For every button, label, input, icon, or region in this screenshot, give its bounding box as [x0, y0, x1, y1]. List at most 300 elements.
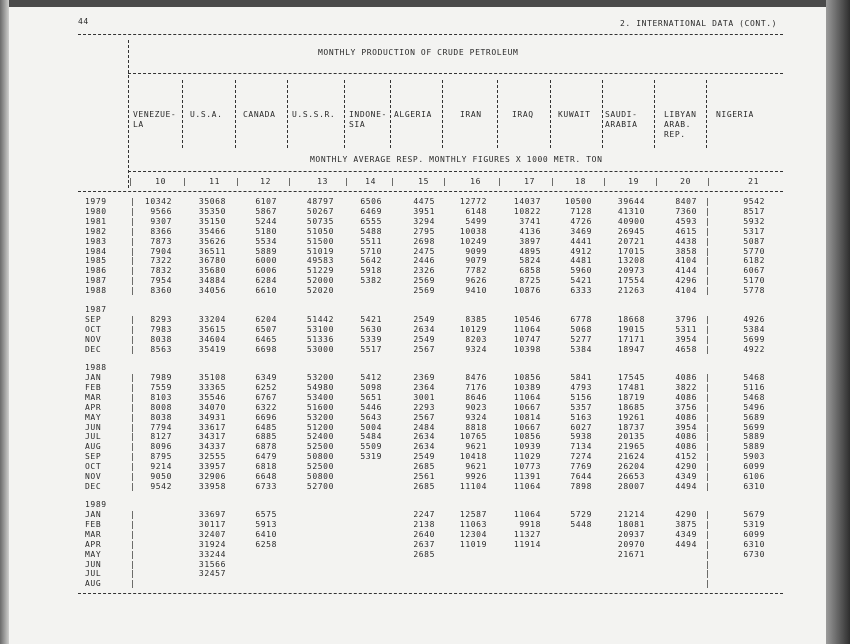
table-cell: 40900 [617, 216, 645, 226]
table-cell: 6252 [255, 382, 277, 392]
rule-header [128, 73, 783, 74]
row-separator: | [705, 236, 711, 246]
row-label: FEB [85, 519, 102, 529]
table-cell: 21624 [617, 452, 645, 462]
table-cell: 2567 [413, 344, 435, 354]
table-cell: 34931 [198, 412, 226, 422]
row-label: OCT [85, 462, 102, 472]
scan-top-edge [0, 0, 850, 7]
column-header: U.S.A. [190, 110, 223, 119]
table-cell: 31924 [198, 539, 226, 549]
table-cell: 4136 [519, 226, 541, 236]
row-separator: | [705, 286, 711, 296]
table-cell: 33958 [198, 481, 226, 491]
table-cell: 10856 [513, 373, 541, 382]
column-number-separator: | [550, 177, 556, 186]
row-separator: | [705, 266, 711, 276]
table-cell: 7322 [150, 256, 172, 266]
row-separator: | [130, 402, 136, 412]
table-cell: 8360 [150, 286, 172, 296]
table-cell: 5778 [743, 286, 765, 296]
row-separator: | [705, 412, 711, 422]
table-cell: 2685 [413, 549, 435, 559]
table-cell: 51019 [306, 246, 334, 256]
table-cell: 7832 [150, 266, 172, 276]
section-heading: 1987 [85, 305, 107, 314]
table-cell: 6349 [255, 373, 277, 382]
table-cell: 8008 [150, 402, 172, 412]
rule-bottom [78, 593, 783, 594]
column-separator [128, 40, 129, 188]
table-cell: 13208 [617, 256, 645, 266]
table-cell: 8103 [150, 392, 172, 402]
table-cell: 7983 [150, 324, 172, 334]
table-cell: 18668 [617, 315, 645, 324]
row-separator: | [705, 392, 711, 402]
table-cell: 5824 [519, 256, 541, 266]
table-cell: 11019 [459, 539, 487, 549]
table-cell: 52400 [306, 432, 334, 442]
table-cell: 5643 [360, 412, 382, 422]
table-cell: 17015 [617, 246, 645, 256]
table-cell: 17171 [617, 334, 645, 344]
table-cell: 10765 [459, 432, 487, 442]
table-cell: 6469 [360, 206, 382, 216]
table-cell: 3796 [675, 315, 697, 324]
table-cell: 6507 [255, 324, 277, 334]
table-cell: 6885 [255, 432, 277, 442]
row-separator: | [130, 286, 136, 296]
table-cell: 7134 [570, 442, 592, 452]
row-separator: | [130, 519, 136, 529]
column-separator [235, 80, 236, 148]
table-cell: 35466 [198, 226, 226, 236]
table-cell: 6333 [570, 286, 592, 296]
table-cell: 2685 [413, 481, 435, 491]
table-cell: 35150 [198, 216, 226, 226]
table-cell: 10773 [513, 462, 541, 472]
table-cell: 5087 [743, 236, 765, 246]
table-cell: 5918 [360, 266, 382, 276]
table-cell: 7559 [150, 382, 172, 392]
table-cell: 7954 [150, 276, 172, 286]
table-cell: 53200 [306, 373, 334, 382]
table-cell: 3756 [675, 402, 697, 412]
column-header: INDONE- [349, 110, 387, 119]
scan-left-edge [0, 0, 9, 644]
table-cell: 5710 [360, 246, 382, 256]
table-cell: 4296 [675, 276, 697, 286]
row-label: FEB [85, 382, 102, 392]
table-cell: 9918 [519, 519, 541, 529]
table-cell: 4086 [675, 392, 697, 402]
section-heading: 1988 [85, 363, 107, 372]
table-cell: 5244 [255, 216, 277, 226]
table-cell: 4438 [675, 236, 697, 246]
table-cell: 33244 [198, 549, 226, 559]
table-cell: 2293 [413, 402, 435, 412]
table-cell: 5116 [743, 382, 765, 392]
table-cell: 2637 [413, 539, 435, 549]
column-separator [550, 80, 551, 148]
table-cell: 6067 [743, 266, 765, 276]
scan-right-edge [826, 0, 850, 644]
row-separator: | [130, 452, 136, 462]
row-label: JUN [85, 422, 102, 432]
row-separator: | [705, 452, 711, 462]
table-cell: 4349 [675, 529, 697, 539]
row-separator: | [705, 276, 711, 286]
row-separator: | [705, 216, 711, 226]
rule-top [78, 34, 783, 35]
table-cell: 11064 [513, 481, 541, 491]
table-cell: 53100 [306, 324, 334, 334]
table-cell: 5004 [360, 422, 382, 432]
table-cell: 5446 [360, 402, 382, 412]
table-cell: 35419 [198, 344, 226, 354]
table-cell: 8725 [519, 276, 541, 286]
table-cell: 11029 [513, 452, 541, 462]
row-separator: | [705, 226, 711, 236]
row-separator: | [130, 462, 136, 472]
row-label: JUL [85, 432, 102, 442]
table-cell: 10038 [459, 226, 487, 236]
table-cell: 33365 [198, 382, 226, 392]
table-cell: 5630 [360, 324, 382, 334]
table-cell: 3875 [675, 519, 697, 529]
table-cell: 2484 [413, 422, 435, 432]
table-cell: 5867 [255, 206, 277, 216]
row-separator: | [130, 236, 136, 246]
table-cell: 5903 [743, 452, 765, 462]
table-cell: 54980 [306, 382, 334, 392]
table-cell: 21965 [617, 442, 645, 452]
row-separator: | [130, 226, 136, 236]
table-cell: 2549 [413, 452, 435, 462]
column-header: VENEZUE- [133, 110, 177, 119]
table-cell: 10822 [513, 206, 541, 216]
table-cell: 5339 [360, 334, 382, 344]
row-label: 1984 [85, 246, 107, 256]
table-cell: 17545 [617, 373, 645, 382]
table-cell: 5770 [743, 246, 765, 256]
table-cell: 20973 [617, 266, 645, 276]
table-cell: 39644 [617, 197, 645, 206]
table-cell: 5421 [360, 315, 382, 324]
rule-unit [128, 171, 783, 172]
table-cell: 18947 [617, 344, 645, 354]
table-cell: 8646 [465, 392, 487, 402]
row-separator: | [705, 579, 711, 589]
table-cell: 4104 [675, 286, 697, 296]
table-cell: 35108 [198, 373, 226, 382]
row-label: 1980 [85, 206, 107, 216]
table-cell: 6258 [255, 539, 277, 549]
table-cell: 4658 [675, 344, 697, 354]
table-cell: 7898 [570, 481, 592, 491]
table-cell: 6284 [255, 276, 277, 286]
table-cell: 6485 [255, 422, 277, 432]
table-cell: 11914 [513, 539, 541, 549]
table-cell: 2446 [413, 256, 435, 266]
table-cell: 6858 [519, 266, 541, 276]
table-cell: 34317 [198, 432, 226, 442]
table-cell: 5384 [743, 324, 765, 334]
table-cell: 9214 [150, 462, 172, 472]
row-separator: | [705, 344, 711, 354]
column-number: 19 [628, 177, 639, 186]
table-cell: 4152 [675, 452, 697, 462]
table-cell: 7769 [570, 462, 592, 472]
table-cell: 8366 [150, 226, 172, 236]
unit-note: MONTHLY AVERAGE RESP. MONTHLY FIGURES X 1000 METR. TON [310, 155, 603, 164]
table-cell: 5319 [743, 519, 765, 529]
table-cell: 6000 [255, 256, 277, 266]
table-cell: 5689 [743, 412, 765, 422]
table-cell: 5651 [360, 392, 382, 402]
table-cell: 5163 [570, 412, 592, 422]
table-cell: 35615 [198, 324, 226, 334]
column-header: SAUDI- [605, 110, 638, 119]
column-number-separator: | [442, 177, 448, 186]
table-cell: 4290 [675, 462, 697, 472]
row-separator: | [705, 569, 711, 579]
table-cell: 5496 [743, 402, 765, 412]
table-cell: 8563 [150, 344, 172, 354]
table-cell: 19015 [617, 324, 645, 334]
table-cell: 5319 [360, 452, 382, 462]
table-cell: 5889 [255, 246, 277, 256]
table-cell: 4086 [675, 442, 697, 452]
row-separator: | [705, 462, 711, 472]
table-cell: 7128 [570, 206, 592, 216]
table-cell: 3897 [519, 236, 541, 246]
table-cell: 8476 [465, 373, 487, 382]
table-cell: 5156 [570, 392, 592, 402]
column-header: ARABIA [605, 120, 638, 129]
column-number: 13 [317, 177, 328, 186]
table-cell: 7989 [150, 373, 172, 382]
table-cell: 17481 [617, 382, 645, 392]
row-separator: | [705, 256, 711, 266]
table-cell: 11063 [459, 519, 487, 529]
table-cell: 11064 [513, 510, 541, 519]
table-cell: 51200 [306, 422, 334, 432]
table-cell: 6696 [255, 412, 277, 422]
row-label: DEC [85, 481, 102, 491]
table-cell: 4593 [675, 216, 697, 226]
table-cell: 7644 [570, 472, 592, 481]
row-separator: | [130, 392, 136, 402]
row-label: SEP [85, 452, 102, 462]
table-cell: 26204 [617, 462, 645, 472]
table-cell: 2569 [413, 276, 435, 286]
table-cell: 9324 [465, 344, 487, 354]
row-separator: | [130, 539, 136, 549]
table-cell: 3951 [413, 206, 435, 216]
table-cell: 50267 [306, 206, 334, 216]
table-cell: 6575 [255, 510, 277, 519]
table-cell: 35068 [198, 197, 226, 206]
table-cell: 48797 [306, 197, 334, 206]
row-separator: | [705, 382, 711, 392]
table-cell: 41310 [617, 206, 645, 216]
table-cell: 5180 [255, 226, 277, 236]
table-cell: 4086 [675, 373, 697, 382]
table-cell: 6555 [360, 216, 382, 226]
column-number-separator: | [497, 177, 503, 186]
table-cell: 5068 [570, 324, 592, 334]
table-cell: 53000 [306, 344, 334, 354]
table-cell: 5511 [360, 236, 382, 246]
table-cell: 4912 [570, 246, 592, 256]
row-label: OCT [85, 324, 102, 334]
table-cell: 6506 [360, 197, 382, 206]
row-label: 1981 [85, 216, 107, 226]
column-number-separator: | [344, 177, 350, 186]
table-cell: 4494 [675, 481, 697, 491]
row-separator: | [705, 402, 711, 412]
row-label: 1988 [85, 286, 107, 296]
column-number-separator: | [128, 177, 134, 186]
table-cell: 5679 [743, 510, 765, 519]
row-separator: | [705, 472, 711, 481]
column-number-separator: | [235, 177, 241, 186]
row-separator: | [705, 481, 711, 491]
table-cell: 9324 [465, 412, 487, 422]
table-cell: 6148 [465, 206, 487, 216]
table-cell: 5468 [743, 392, 765, 402]
table-cell: 50800 [306, 452, 334, 462]
table-cell: 6182 [743, 256, 765, 266]
table-cell: 5642 [360, 256, 382, 266]
table-cell: 36511 [198, 246, 226, 256]
table-cell: 8038 [150, 334, 172, 344]
row-separator: | [130, 315, 136, 324]
table-cell: 9926 [465, 472, 487, 481]
table-cell: 5170 [743, 276, 765, 286]
table-cell: 9626 [465, 276, 487, 286]
table-cell: 6730 [743, 549, 765, 559]
table-cell: 52500 [306, 462, 334, 472]
row-label: JUL [85, 569, 102, 579]
table-cell: 5960 [570, 266, 592, 276]
table-cell: 6778 [570, 315, 592, 324]
table-cell: 9099 [465, 246, 487, 256]
row-label: NOV [85, 334, 102, 344]
table-cell: 9566 [150, 206, 172, 216]
table-cell: 8407 [675, 197, 697, 206]
table-cell: 4086 [675, 412, 697, 422]
table-cell: 10500 [564, 197, 592, 206]
table-cell: 3741 [519, 216, 541, 226]
table-cell: 35626 [198, 236, 226, 246]
table-cell: 32407 [198, 529, 226, 539]
table-cell: 5488 [360, 226, 382, 236]
table-cell: 9542 [150, 481, 172, 491]
table-cell: 4475 [413, 197, 435, 206]
column-separator [182, 80, 183, 148]
table-cell: 7904 [150, 246, 172, 256]
table-cell: 9079 [465, 256, 487, 266]
row-separator: | [705, 324, 711, 334]
row-separator: | [130, 529, 136, 539]
row-label: SEP [85, 315, 102, 324]
column-header: IRAN [460, 110, 482, 119]
table-cell: 9621 [465, 442, 487, 452]
column-header: LA [133, 120, 144, 129]
table-cell: 6698 [255, 344, 277, 354]
table-cell: 7274 [570, 452, 592, 462]
row-separator: | [130, 344, 136, 354]
table-cell: 10249 [459, 236, 487, 246]
row-label: 1982 [85, 226, 107, 236]
table-cell: 32555 [198, 452, 226, 462]
table-cell: 51336 [306, 334, 334, 344]
table-cell: 2549 [413, 334, 435, 344]
table-cell: 35680 [198, 266, 226, 276]
table-cell: 2634 [413, 442, 435, 452]
table-cell: 5699 [743, 334, 765, 344]
column-number: 12 [260, 177, 271, 186]
table-cell: 52000 [306, 276, 334, 286]
table-cell: 10129 [459, 324, 487, 334]
table-cell: 2567 [413, 412, 435, 422]
table-cell: 19261 [617, 412, 645, 422]
table-cell: 3294 [413, 216, 435, 226]
table-cell: 36780 [198, 256, 226, 266]
table-cell: 5384 [570, 344, 592, 354]
table-cell: 6099 [743, 462, 765, 472]
table-cell: 5889 [743, 432, 765, 442]
table-cell: 20970 [617, 539, 645, 549]
table-cell: 8127 [150, 432, 172, 442]
column-number-separator: | [182, 177, 188, 186]
table-cell: 11104 [459, 481, 487, 491]
table-cell: 52500 [306, 442, 334, 452]
table-cell: 7794 [150, 422, 172, 432]
table-cell: 5699 [743, 422, 765, 432]
table-cell: 10546 [513, 315, 541, 324]
table-cell: 6322 [255, 402, 277, 412]
table-cell: 2634 [413, 432, 435, 442]
table-cell: 33617 [198, 422, 226, 432]
table-cell: 5412 [360, 373, 382, 382]
row-label: 1986 [85, 266, 107, 276]
table-cell: 10939 [513, 442, 541, 452]
table-cell: 10747 [513, 334, 541, 344]
table-title: MONTHLY PRODUCTION OF CRUDE PETROLEUM [318, 48, 519, 57]
table-cell: 2698 [413, 236, 435, 246]
table-cell: 10856 [513, 432, 541, 442]
table-cell: 6310 [743, 481, 765, 491]
column-header: REP. [664, 130, 686, 139]
table-cell: 31566 [198, 559, 226, 569]
row-label: APR [85, 402, 102, 412]
table-cell: 5517 [360, 344, 382, 354]
table-cell: 10342 [144, 197, 172, 206]
table-cell: 10667 [513, 402, 541, 412]
table-cell: 2326 [413, 266, 435, 276]
table-cell: 6310 [743, 539, 765, 549]
table-cell: 3469 [570, 226, 592, 236]
page-number: 44 [78, 17, 89, 26]
table-cell: 11064 [513, 324, 541, 334]
row-separator: | [130, 442, 136, 452]
column-number-separator: | [390, 177, 396, 186]
table-cell: 50735 [306, 216, 334, 226]
table-cell: 8203 [465, 334, 487, 344]
